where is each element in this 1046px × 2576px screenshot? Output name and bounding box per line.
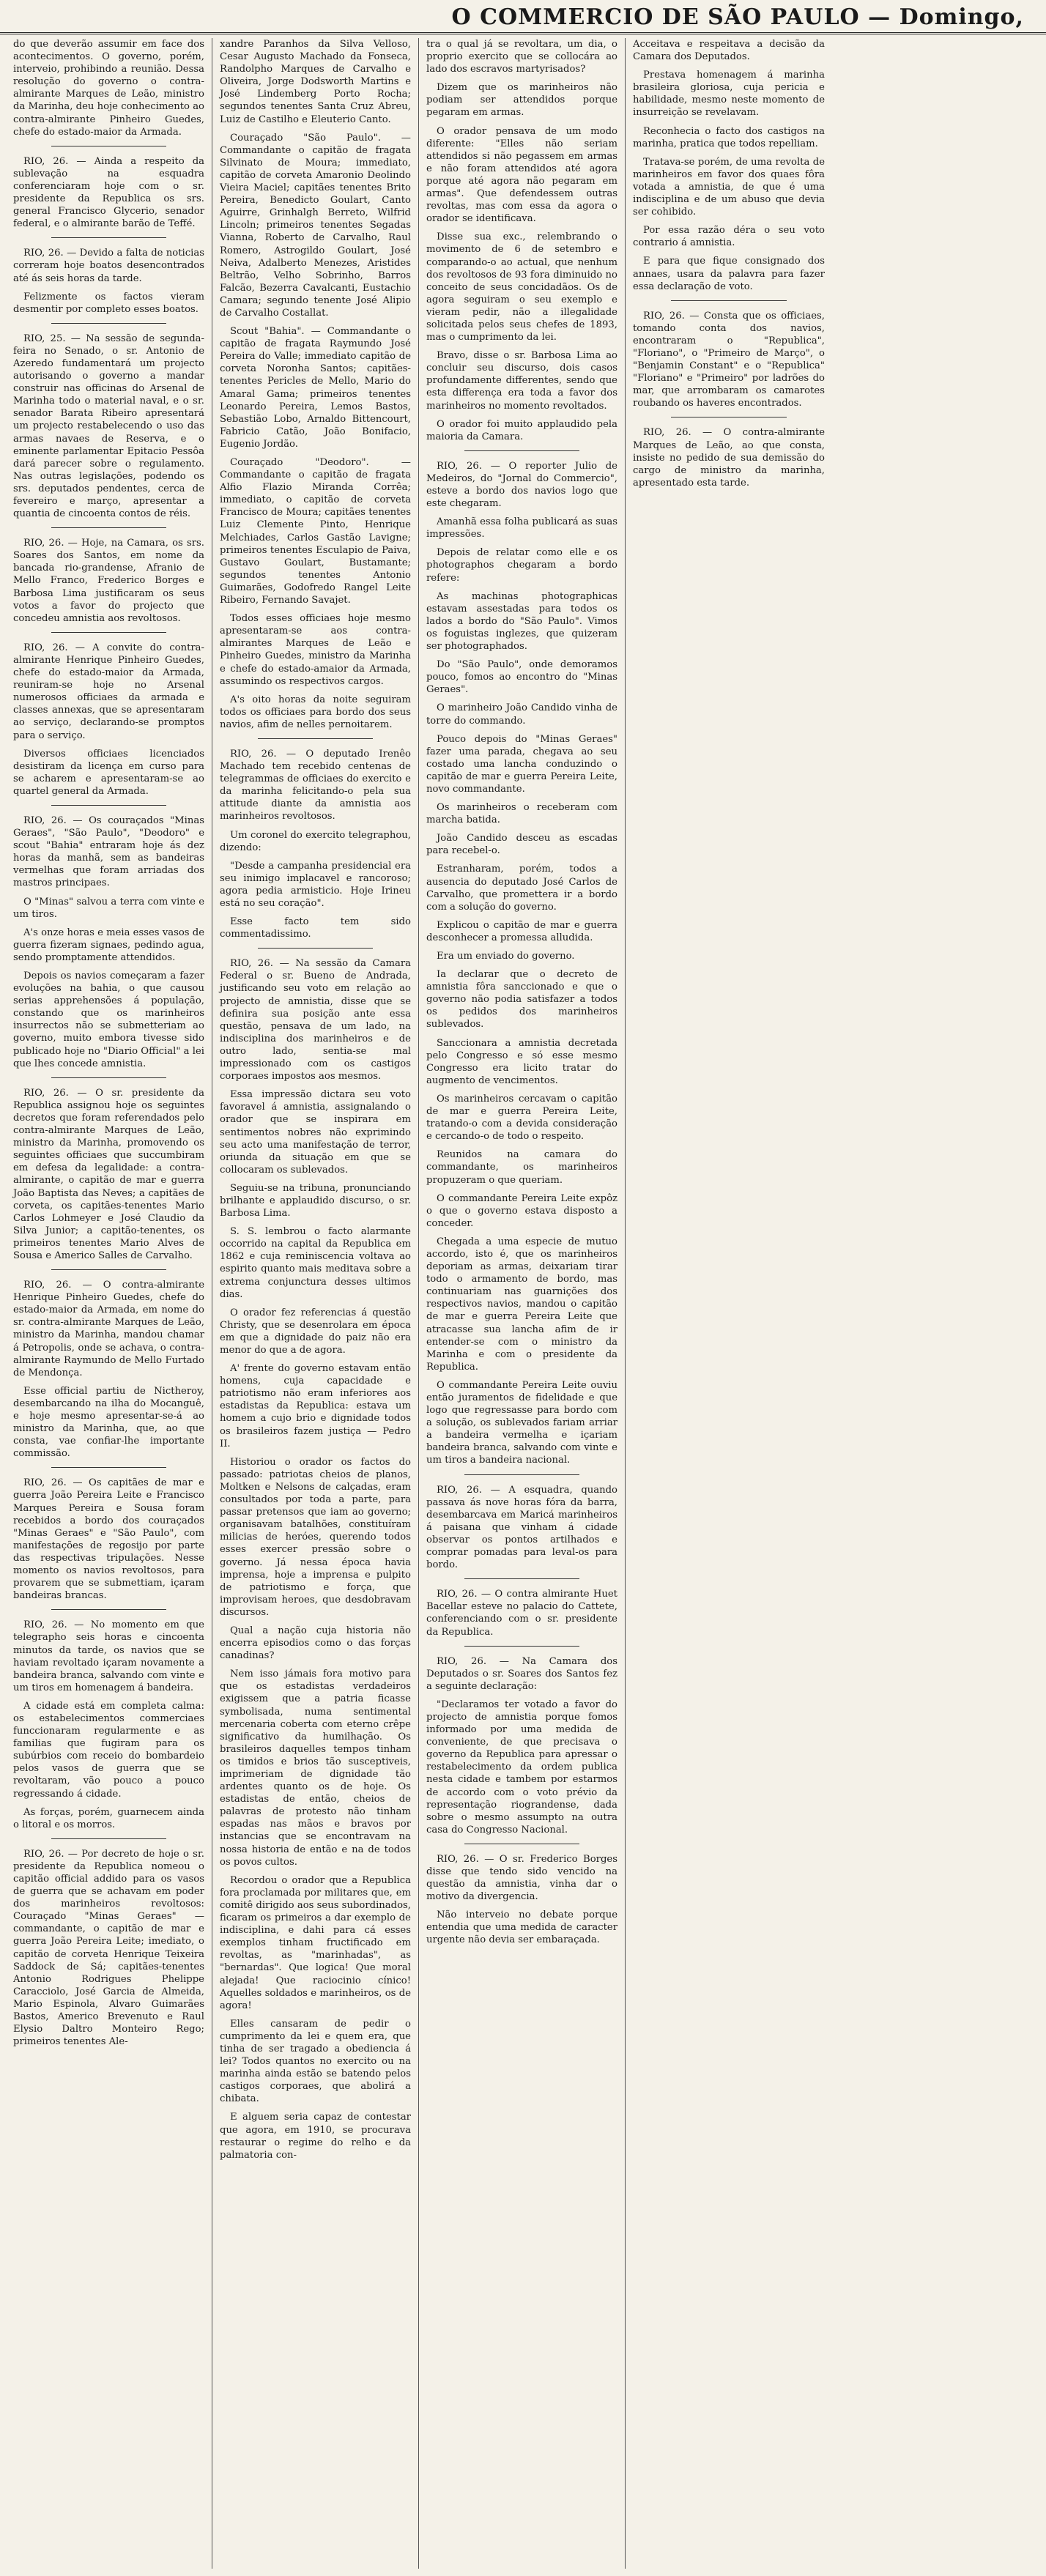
article-paragraph: S. S. lembrou o facto alarmante occorrido na capital da Republica em 1862 e cuja reminiscencia voltava ao espirito quanto mais meditava sobre a extrema conjunctura desses ultimos dias. — [220, 1226, 411, 1300]
article-paragraph: A' frente do governo estavam então homens, cuja capacidade e patriotismo não eram inferiores aos estadistas da Republica: estava um homem a cujo brio e dignidade todos os brasileiros fazem justiça — Pedro II. — [220, 1363, 411, 1450]
article-paragraph: Disse sua exc., relembrando o movimento de 6 de setembro e comparando-o ao actual, que nenhum dos revoltosos de 93 fora diminuido no conceito de seus concidadãos. Os de agora seguiram o seu exemplo e vieram pedir, não a illegalidade solicitada pelos seus chefes de 1893, mas o cumprimento da lei. — [426, 231, 617, 344]
article-paragraph: Esse facto tem sido commentadissimo. — [220, 916, 411, 940]
article-paragraph: O commandante Pereira Leite expôz o que o governo estava disposto a conceder. — [426, 1192, 617, 1229]
article-paragraph: Estranharam, porém, todos a ausencia do deputado José Carlos de Carvalho, que promettera ir a bordo com a solução do governo. — [426, 864, 617, 913]
article-paragraph: RIO, 26. — Os couraçados "Minas Geraes", "São Paulo", "Deodoro" e scout "Bahia" entraram hoje ás dez horas da manhã, sem as bandeiras vermelhas que foram arriadas dos mastros principaes. — [13, 814, 204, 889]
article-paragraph: RIO, 26. — O contra-almirante Marques de Leão, ao que consta, insiste no pedido de sua demissão do cargo de ministro da marinha, apresentado esta tarde. — [633, 427, 825, 489]
article-paragraph: Seguiu-se na tribuna, pronunciando brilhante e applaudido discurso, o sr. Barbosa Lima. — [220, 1182, 411, 1220]
article-paragraph: Um coronel do exercito telegraphou, dizendo: — [220, 829, 411, 853]
article-divider — [464, 1474, 579, 1475]
article-paragraph: RIO, 26. — Hoje, na Camara, os srs. Soares dos Santos, em nome da bancada rio-grandense, Afranio de Mello Franco, Frederico Borges e Barbosa Lima justificaram os seus votos a favor do projecto que concedeu amnistia aos revoltosos. — [13, 538, 204, 624]
article-divider — [671, 300, 786, 301]
article-paragraph: Por essa razão déra o seu voto contrario á amnistia. — [633, 225, 825, 249]
article-paragraph: xandre Paranhos da Silva Velloso, Cesar Augusto Machado da Fonseca, Randolpho Marques de Carvalho e Oliveira, Jorge Dodsworth Martins e José Lindemberg Porto Rocha; segundos tenentes Santa Cruz Abreu, Luiz de Castilho e Eleuterio Canto. — [220, 39, 411, 125]
article-divider — [51, 805, 166, 806]
article-divider — [51, 527, 166, 528]
article-paragraph: Chegada a uma especie de mutuo accordo, isto é, que os marinheiros deporiam as armas, deixariam tirar todo o armamento de bordo, mas continuariam nas guarnições dos respectivos navios, mandou o capitão de mar e guerra Pereira Leite que atracasse sua lancha afim de ir entender-se com o ministro da Marinha e com o presidente da Republica. — [426, 1236, 617, 1373]
article-paragraph: As forças, porém, guarnecem ainda o litoral e os morros. — [13, 1806, 204, 1830]
article-paragraph: Os marinheiros o receberam com marcha batida. — [426, 802, 617, 826]
article-divider — [464, 1578, 579, 1579]
article-paragraph: Depois os navios começaram a fazer evoluções na bahia, o que causou serias apprehensões á população, constando que os marinheiros insurrectos não se submetteriam ao governo, muito embora tivesse sido publicado hoje no "Diario Official" a lei que lhes concede amnistia. — [13, 970, 204, 1069]
article-paragraph: Depois de relatar como elle e os photographos chegaram a bordo refere: — [426, 547, 617, 584]
article-paragraph: Couraçado "Deodoro". — Commandante o capitão de fragata Alfio Flazio Miranda Corrêa; immediato, o capitão de corveta Francisco de Moura; capitães tenentes Luiz Clemente Pinto, Henrique Melchiades, Carlos Gastão Lavigne; primeiros tenentes Esculapio de Paiva, Gustavo Goulart, Bustamante; segundos tenentes Antonio Guimarães, Godofredo Rangel Leite Ribeiro, Fernando Savajet. — [220, 457, 411, 606]
article-paragraph: Ia declarar que o decreto de amnistia fôra sanccionado e que o governo não podia satisfazer a todos os pedidos dos marinheiros sublevados. — [426, 969, 617, 1031]
article-paragraph: tra o qual já se revoltara, um dia, o proprio exercito que se collocára ao lado dos escravos martyrisados? — [426, 39, 617, 75]
article-paragraph: A's oito horas da noite seguiram todos os officiaes para bordo dos seus navios, afim de nelles pernoitarem. — [220, 694, 411, 730]
article-paragraph: RIO, 26. — O sr. Frederico Borges disse que tendo sido vencido na questão da amnistia, vinha dar o motivo da divergencia. — [426, 1853, 617, 1903]
article-paragraph: Historiou o orador os factos do passado: patriotas cheios de planos, Moltken e Nelsons de calçadas, eram consultados por toda a parte, para passar pretensos que iam ao governo; organisavam batalhões, constituíram milicias de heróes, querendo todos esses exercer pressão sobre o governo. Já nessa época havia imprensa, hoje a imprensa e pulpito de patriotismo e força, que improvisam heroes, que desdobravam discursos. — [220, 1456, 411, 1618]
article-paragraph: Pouco depois do "Minas Geraes" fazer uma parada, chegava ao seu costado uma lancha conduzindo o capitão de mar e guerra Pereira Leite, novo commandante. — [426, 733, 617, 795]
article-paragraph: RIO, 26. — Na Camara dos Deputados o sr. Soares dos Santos fez a seguinte declaração: — [426, 1655, 617, 1692]
column-1 — [6, 38, 212, 2569]
article-paragraph: E alguem seria capaz de contestar que agora, em 1910, se procurava restaurar o regime do relho e da palmatoria con- — [220, 2112, 411, 2161]
article-paragraph: O orador foi muito applaudido pela maioria da Camara. — [426, 418, 617, 442]
article-divider — [258, 738, 373, 739]
article-paragraph: Dizem que os marinheiros não podiam ser attendidos porque pegaram em armas. — [426, 82, 617, 119]
article-paragraph: Diversos officiaes licenciados desistiram da licença em curso para se acharem e apresentaram-se ao quartel general da Armada. — [13, 748, 204, 797]
article-divider — [464, 450, 579, 451]
article-paragraph: Essa impressão dictara seu voto favoravel á amnistia, assignalando o orador que se inspirara em sentimentos nobres não exprimindo seu acto uma manifestação de terror, oriunda da situação em que se collocaram os sublevados. — [220, 1089, 411, 1176]
article-paragraph: Felizmente os factos vieram desmentir por completo esses boatos. — [13, 291, 204, 315]
article-paragraph: O marinheiro João Candido vinha de torre do commando. — [426, 702, 617, 727]
article-divider — [51, 632, 166, 633]
article-paragraph: Todos esses officiaes hoje mesmo apresentaram-se aos contra-almirantes Marques de Leão e Pinheiro Guedes, ministro da Marinha e chefe do estado-amaior da Armada, assumindo os respectivos cargos. — [220, 613, 411, 687]
article-paragraph: "Desde a campanha presidencial era seu inimigo implacavel e rancoroso; agora pedia armisticio. Hoje Irineu está no seu coração". — [220, 860, 411, 909]
article-paragraph: Não interveio no debate porque entendia que uma medida de caracter urgente não devia ser embaraçada. — [426, 1909, 617, 1946]
article-paragraph: Tratava-se porém, de uma revolta de marinheiros em favor dos quaes fôra votada a amnistia, de que é uma indisciplina e de um abuso que devia ser cohibido. — [633, 156, 825, 218]
article-divider — [51, 323, 166, 324]
article-paragraph: "Declaramos ter votado a favor do projecto de amnistia porque fomos informado por uma medida de conveniente, de que precisava o governo da Republica para apressar o restabelecimento da ordem publica nesta cidade e tambem por estarmos de accordo com o voto prévio da representação riograndense, dada sobre o mesmo assumpto na outra casa do Congresso Nacional. — [426, 1699, 617, 1836]
article-paragraph: Prestava homenagem á marinha brasileira gloriosa, cuja pericia e habilidade, mesmo neste momento de insurreição se revelavam. — [633, 70, 825, 119]
masthead-title: O COMMERCIO DE SÃO PAULO — Domingo, — [451, 4, 1024, 30]
article-paragraph: RIO, 26. — O reporter Julio de Medeiros, do "Jornal do Commercio", esteve a bordo dos navios logo que este chegaram. — [426, 460, 617, 510]
article-paragraph: RIO, 26. — Ainda a respeito da sublevação na esquadra conferenciaram hoje com o sr. presidente da Republica os srs. general Francisco Glycerio, senador federal, e o almirante barão de Teffé. — [13, 155, 204, 230]
article-divider — [51, 1269, 166, 1270]
article-paragraph: RIO, 26. — O sr. presidente da Republica assignou hoje os seguintes decretos que foram referendados pelo contra-almirante Marques de Leão, ministro da Marinha, promovendo os seguintes officiaes que succumbiram em defesa da legalidade: a contra-almirante, o capitão de mar e guerra João Baptista das Neves; a capitães de corveta, os capitães-tenentes Mario Carlos Lohmeyer e José Claudio da Silva Junior; a capitão-tenentes, os primeiros tenentes Mario Alves de Sousa e Americo Salles de Carvalho. — [13, 1087, 204, 1261]
article-paragraph: Sanccionara a amnistia decretada pelo Congresso e só esse mesmo Congresso era licito tratar do augmento de vencimentos. — [426, 1037, 617, 1086]
article-divider — [51, 237, 166, 238]
article-paragraph: RIO, 26. — O deputado Irenêo Machado tem recebido centenas de telegrammas de officiaes do exercito e da marinha felicitando-o pela sua attitude diante da amnistia aos marinheiros revoltosos. — [220, 748, 411, 823]
article-paragraph: Nem isso jámais fora motivo para que os estadistas verdadeiros exigissem que a patria ficasse symbolisada, numa sentimental mercenaria coberta com eterno crêpe significativo da humilhação. Os brasileiros daquelles tempos tinham os timidos e brios tão susceptiveis, imprimeriam de dignidade tão ardentes quanto os de hoje. Os estadistas de então, cheios de palavras de protesto não tinham espadas nas mãos e bravos por instancias que se encontravam na nossa historia de então e na de todos os povos cultos. — [220, 1669, 411, 1868]
article-paragraph: RIO, 26. — O contra-almirante Henrique Pinheiro Guedes, chefe do estado-maior da Armada, em nome do sr. contra-almirante Marques de Leão, ministro da Marinha, mandou chamar á Petropolis, onde se achava, o contra-almirante Raymundo de Mello Furtado de Mendonça. — [13, 1280, 204, 1378]
article-paragraph: RIO, 26. — Por decreto de hoje o sr. presidente da Republica nomeou o capitão official addido para os vasos de guerra que se achavam em poder dos marinheiros revoltosos: Couraçado "Minas Geraes" — commandante, o capitão de mar e guerra João Pereira Leite; imediato, o capitão de corveta Henrique Teixeira Saddock de Sá; capitães-tenentes Antonio Rodrigues Phelippe Caracciolo, José Garcia de Almeida, Mario Espinola, Alvaro Guimarães Bastos, Americo Brevenuto e Raul Elysio Daltro Monteiro Rego; primeiros tenentes Ale- — [13, 1848, 204, 2048]
article-paragraph: A's onze horas e meia esses vasos de guerra fizeram signaes, pedindo agua, sendo promptamente attendidos. — [13, 927, 204, 963]
article-paragraph: Do "São Paulo", onde demoramos pouco, fomos ao encontro do "Minas Geraes". — [426, 659, 617, 696]
article-paragraph: RIO, 25. — Na sessão de segunda-feira no Senado, o sr. Antonio de Azeredo fundamentará um projecto autorisando o governo a mandar construir nas officinas do Arsenal de Marinha todo o material naval, e o sr. senador Barata Ribeiro apresentará um projecto restabelecendo o uso das armas navaes de Reserva, e o eminente parlamentar Epitacio Pessôa dará parecer sobre o regulamento. Nas outras legislações, podendo os srs. deputados pendentes, cerca de fevereiro e março, apresentar a quantia de cincoenta contos de réis. — [13, 333, 204, 520]
column-4 — [626, 38, 832, 2569]
article-paragraph: Explicou o capitão de mar e guerra desconhecer a promessa alludida. — [426, 919, 617, 943]
article-paragraph: RIO, 26. — Na sessão da Camara Federal o sr. Bueno de Andrada, justificando seu voto em relação ao projecto de amnistia, disse que se definira sua posição ante essa questão, pensava de um lado, na indisciplina dos marinheiros e de outro lado, sentia-se mal impressionado com os castigos corporaes impostos aos mesmos. — [220, 958, 411, 1083]
article-paragraph: Reconhecia o facto dos castigos na marinha, pratica que todos repelliam. — [633, 125, 825, 149]
article-paragraph: João Candido desceu as escadas para recebel-o. — [426, 833, 617, 857]
article-paragraph: O orador fez referencias á questão Christy, que se desenrolara em época em que a dignidade do paiz não era menor do que a de agora. — [220, 1307, 411, 1356]
column-3 — [419, 38, 626, 2569]
article-paragraph: Amanhã essa folha publicará as suas impressões. — [426, 516, 617, 541]
article-paragraph: Qual a nação cuja historia não encerra episodios como o das forças canadinas? — [220, 1625, 411, 1662]
article-paragraph: E para que fique consignado dos annaes, usara da palavra para fazer essa declaração de voto. — [633, 256, 825, 292]
article-paragraph: As machinas photographicas estavam assestadas para todos os lados a bordo do "São Paulo". Vimos os foguistas inglezes, que quizeram ser photographados. — [426, 590, 617, 653]
article-paragraph: RIO, 26. — No momento em que telegrapho seis horas e cincoenta minutos da tarde, os navios que se haviam revoltado içaram novamente a bandeira branca, salvando com vinte e um tiros em homenagem á bandeira. — [13, 1619, 204, 1693]
article-paragraph: Esse official partiu de Nictheroy, desembarcando na ilha do Mocanguê, e hoje mesmo apresentar-se-á ao ministro da Marinha, que, ao que consta, vae confiar-lhe importante commissão. — [13, 1385, 204, 1460]
article-paragraph: Elles cansaram de pedir o cumprimento da lei e quem era, que tinha de ser tragado a obediencia á lei? Todos quantos no exercito ou na marinha ainda estão se batendo pelos castigos corporaes, que abolirá a chibata. — [220, 2018, 411, 2105]
column-2 — [212, 38, 419, 2569]
article-paragraph: Era um enviado do governo. — [437, 951, 575, 962]
article-divider — [51, 1838, 166, 1839]
article-divider — [51, 1467, 166, 1468]
article-divider — [258, 948, 373, 949]
article-paragraph: RIO, 26. — Consta que os officiaes, tomando conta dos navios, encontraram o "Republica", "Floriano", o "Primeiro de Março", o "Benjamin Constant" e o "Republica" "Floriano" e "Primeiro" por ladrões do mar, que arrombaram os camarotes roubando os haveres encontrados. — [633, 310, 825, 409]
article-paragraph: do que deverão assumir em face dos acontecimentos. O governo, porém, interveio, prohibindo a reunião. Dessa resolução do governo o contra-almirante Marques de Leão, ministro da Marinha, deu hoje conhecimento ao contra-almirante Pinheiro Guedes, chefe do estado-maior da Armada. — [13, 39, 204, 138]
columns — [6, 38, 1040, 2569]
article-paragraph: Acceitava e respeitava a decisão da Camara dos Deputados. — [633, 39, 825, 63]
article-paragraph: Couraçado "São Paulo". — Commandante o capitão de fragata Silvinato de Moura; immediato, capitão de corveta Amaronio Deolindo Vieira Maciel; capitães tenentes Brito Pereira, Benedicto Goulart, Canto Aguirre, Grinhalgh Berreto, Wilfrid Lincoln; primeiros tenentes Segadas Vianna, Roberto de Carvalho, Raul Romero, Astrogildo Goulart, José Neiva, Adalberto Menezes, Aristides Beltrão, Velho Sobrinho, Barros Falcão, Bezerra Cavalcanti, Eustachio Camara; segundo tenente José Alipio de Carvalho Costallat. — [220, 132, 411, 319]
article-divider — [51, 1609, 166, 1610]
article-divider — [464, 1646, 579, 1647]
article-divider — [51, 1077, 166, 1078]
article-paragraph: O orador pensava de um modo diferente: "Elles não seriam attendidos si não pegassem em armas e não foram attendidos até agora porque até agora não pegaram em armas". Que defendessem outras revoltas, mas com essa da agora o orador se identificava. — [426, 125, 617, 225]
article-paragraph: RIO, 26. — A convite do contra-almirante Henrique Pinheiro Guedes, chefe do estado-maior da Armada, reuniram-se hoje no Arsenal numerosos officiaes da armada e classes annexas, que se apresentaram ao serviço, declarando-se promptos para o serviço. — [13, 642, 204, 741]
article-paragraph: RIO, 26. — Os capitães de mar e guerra João Pereira Leite e Francisco Marques Pereira e Sousa foram recebidos a bordo dos couraçados "Minas Geraes" e "São Paulo", com manifestações de regosijo por parte das respectivas tripulações. Nesse momento os navios revoltosos, para provarem que se submettiam, içaram bandeiras brancas. — [13, 1477, 204, 1602]
article-paragraph: Recordou o orador que a Republica fora proclamada por militares que, em comitê dirigido aos seus subordinados, ficaram os primeiros a dar exemplo de indisciplina, e dahi para cá esses exemplos tinham fructificado em revoltas, as "marinhadas", as "bernardas". Que logica! Que moral alejada! Que raciocinio cínico! Aquelles soldados e marinheiros, os de agora! — [220, 1874, 411, 2011]
article-paragraph: Bravo, disse o sr. Barbosa Lima ao concluir seu discurso, dois casos profundamente differentes, sendo que esta differença era toda a favor dos marinheiros no momento revoltados. — [426, 350, 617, 412]
article-paragraph: RIO, 26. — Devido a falta de noticias correram hoje boatos desencontrados até ás seis horas da tarde. — [13, 248, 204, 284]
article-paragraph: RIO, 26. — O contra almirante Huet Bacellar esteve no palacio do Cattete, conferenciando com o sr. presidente da Republica. — [426, 1589, 617, 1638]
masthead — [0, 0, 1046, 34]
article-paragraph: Reunidos na camara do commandante, os marinheiros propuzeram o que queriam. — [426, 1149, 617, 1186]
article-paragraph: Scout "Bahia". — Commandante o capitão de fragata Raymundo José Pereira do Valle; immediato capitão de corveta Noronha Santos; capitães-tenentes Pericles de Mello, Mario do Amaral Gama; primeiros tenentes Leonardo Pereira, Lemos Bastos, Sebastião Lobo, Arnaldo Bittencourt, Fabricio Catão, João Bonifacio, Eugenio Jordão. — [220, 326, 411, 450]
article-paragraph: O "Minas" salvou a terra com vinte e um tiros. — [13, 896, 204, 920]
article-paragraph: Os marinheiros cercavam o capitão de mar e guerra Pereira Leite, tratando-o com a devida consideração e cercando-o de todo o respeito. — [426, 1093, 617, 1143]
article-paragraph: O commandante Pereira Leite ouviu então juramentos de fidelidade e que logo que regressasse para bordo com a solução, os sublevados fariam arriar a bandeira vermelha e içariam bandeira branca, salvando com vinte e um tiros a bandeira nacional. — [426, 1379, 617, 1466]
article-paragraph: RIO, 26. — A esquadra, quando passava ás nove horas fóra da barra, desembarcava em Maricá marinheiros á paisana que vinham á cidade observar os pontos artilhados e comprar pomadas para leval-os para bordo. — [426, 1484, 617, 1571]
article-paragraph: A cidade está em completa calma: os estabelecimentos commerciaes funccionaram regularmente e as familias que fugiram para os subúrbios com receio do bombardeio pelos vasos de guerra que se revoltaram, vão pouco a pouco regressando á cidade. — [13, 1700, 204, 1800]
